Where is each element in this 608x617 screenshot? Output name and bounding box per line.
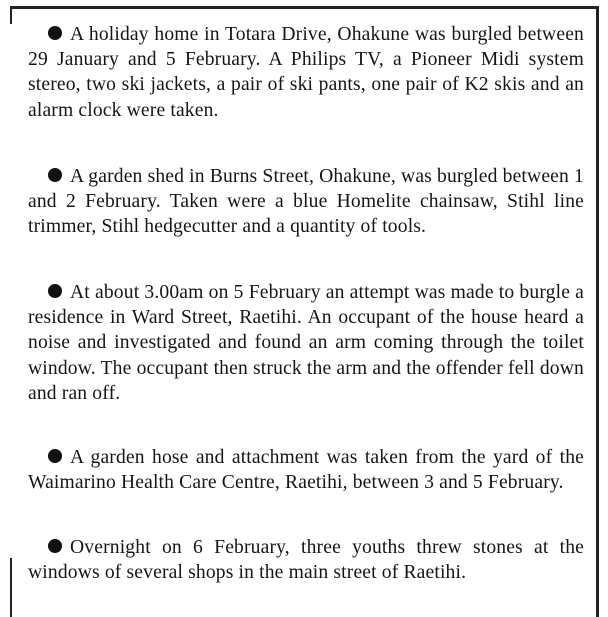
bullet-icon [48,449,62,463]
bullet-icon [48,168,62,182]
news-item [28,535,584,585]
news-item-text: A garden shed in Burns Street, Ohakune, was burgled between 1 and 2 February. Taken were a blue Homelite chainsaw, Stihl line trimmer, Stihl hedgecutter and a quantity of tools. [28,166,584,238]
bullet-icon [48,284,62,298]
news-item [28,22,584,123]
news-item [28,280,584,406]
news-item [28,164,584,240]
bullet-icon [48,539,62,553]
news-item-text: At about 3.00am on 5 February an attempt was made to burgle a residence in Ward Street, Raetihi. An occupant of the house heard a noise and investigated and found an arm coming through the toilet window. The occupant then struck the arm and the offender fell down and ran off. [28,282,584,404]
top-border-rule [10,6,598,9]
right-border-rule [596,6,599,617]
left-border-rule [10,6,12,24]
news-item-text: Overnight on 6 February, three youths threw stones at the windows of several shops in the main street of Raetihi. [28,537,584,584]
news-item-text: A garden hose and attachment was taken from the yard of the Waimarino Health Care Centre, Raetihi, between 3 and 5 February. [28,447,584,494]
left-border-rule-lower [10,558,12,617]
bullet-icon [48,26,62,40]
news-item [28,445,584,495]
news-item-text: A holiday home in Totara Drive, Ohakune was burgled between 29 January and 5 February. A Philips TV, a Pioneer Midi system stereo, two ski jackets, a pair of ski pants, one pair of K2 skis and an alarm clock were taken. [28,24,584,121]
